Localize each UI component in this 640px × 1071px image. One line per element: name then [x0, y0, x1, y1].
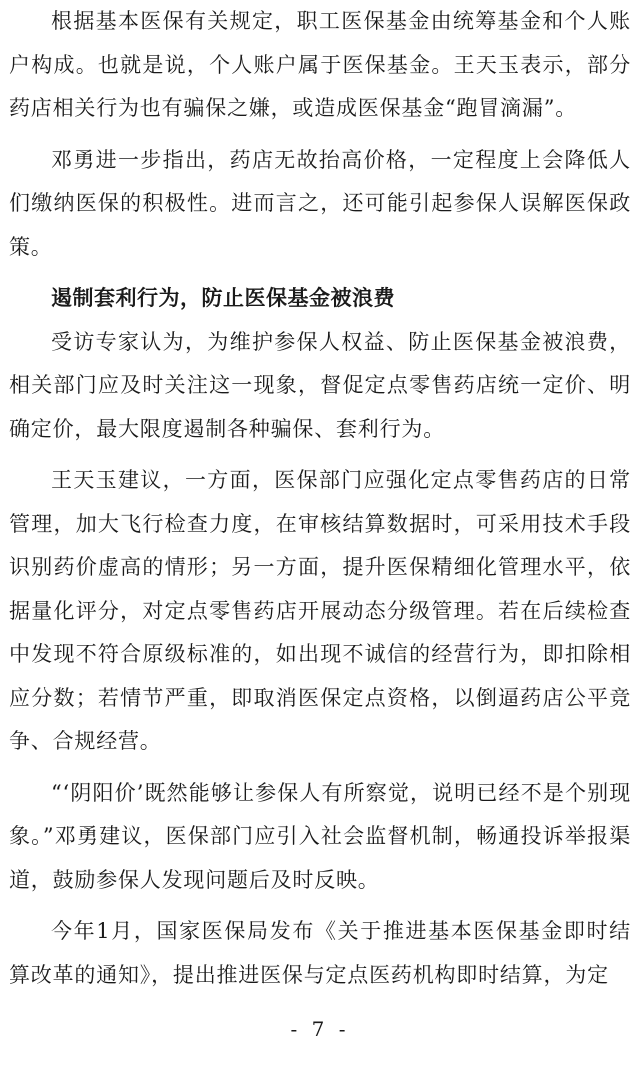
paragraph-5: “‘阴阳价’既然能够让参保人有所察觉，说明已经不是个别现象。”邓勇建议，医保部门应引入社会监督机制，畅通投诉举报渠道，鼓励参保人发现问题后及时反映。	[9, 780, 631, 892]
paragraph-6: 今年1月，国家医保局发布《关于推进基本医保基金即时结算改革的通知》，提出推进医保与定点医药机构即时结算，为定	[9, 919, 631, 987]
article-body	[9, 0, 631, 997]
paragraph-1: 根据基本医保有关规定，职工医保基金由统筹基金和个人账户构成。也就是说，个人账户属于医保基金。王天玉表示，部分药店相关行为也有骗保之嫌，或造成医保基金“跑冒滴漏”。	[9, 9, 631, 120]
paragraph-2: 邓勇进一步指出，药店无故抬高价格，一定程度上会降低人们缴纳医保的积极性。进而言之，还可能引起参保人误解医保政策。	[9, 147, 631, 259]
paragraph-3: 受访专家认为，为维护参保人权益、防止医保基金被浪费，相关部门应及时关注这一现象，督促定点零售药店统一定价、明确定价，最大限度遏制各种骗保、套利行为。	[9, 329, 631, 441]
paragraph-4: 王天玉建议，一方面，医保部门应强化定点零售药店的日常管理，加大飞行检查力度，在审核结算数据时，可采用技术手段识别药价虚高的情形；另一方面，提升医保精细化管理水平，依据量化评分，对定点零售药店开展动态分级管理。若在后续检查中发现不符合原级标准的，如出现不诚信的经营行为，即扣除相应分数；若情节严重，即取消医保定点资格，以倒逼药店公平竞争、合规经营。	[9, 468, 631, 753]
page-number: - 7 -	[290, 1017, 350, 1041]
section-heading: 遏制套利行为，防止医保基金被浪费	[51, 286, 395, 310]
